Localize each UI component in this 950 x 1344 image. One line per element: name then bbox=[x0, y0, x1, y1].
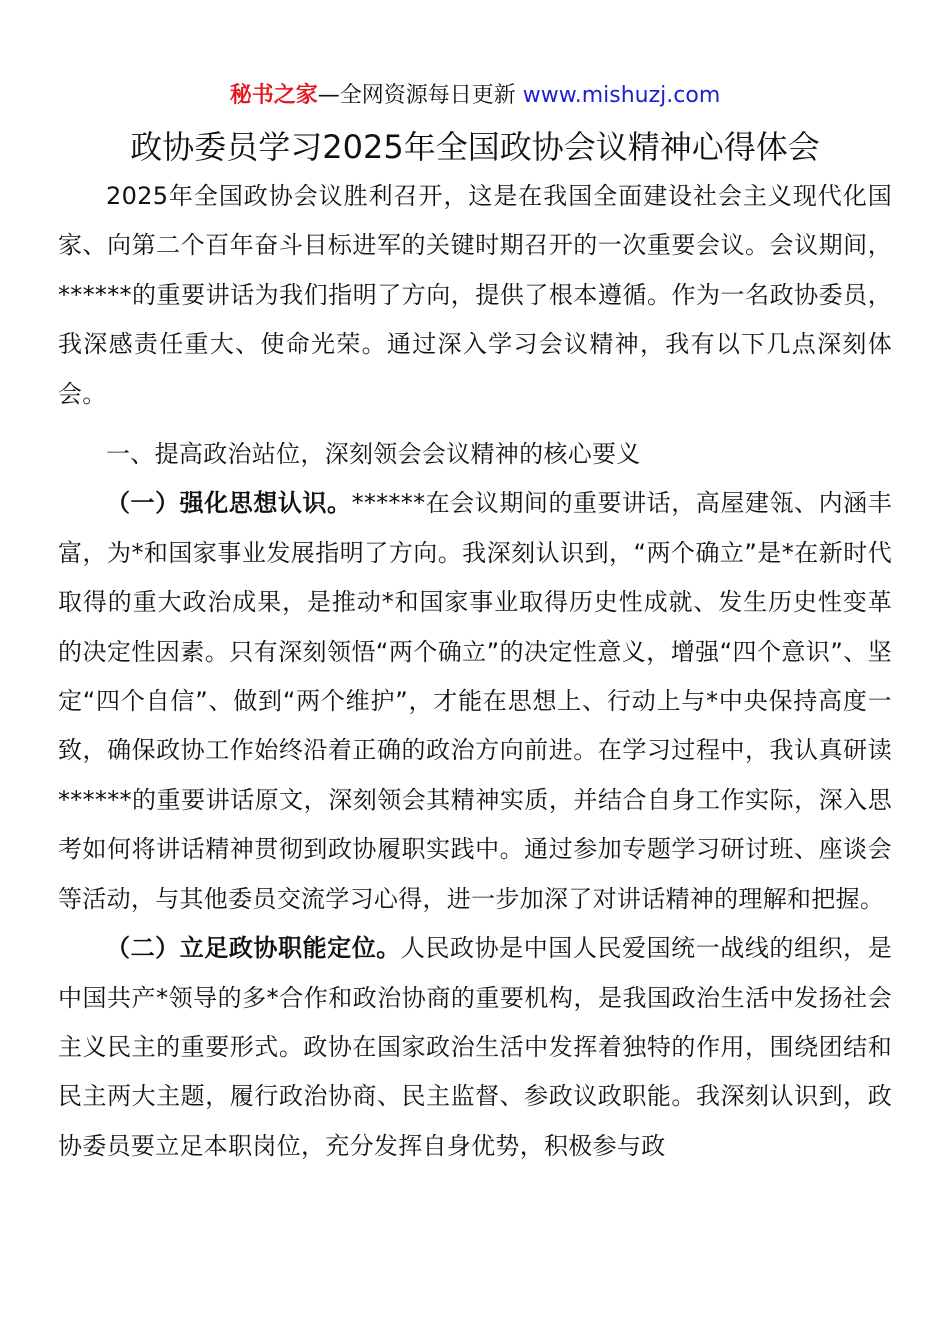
paragraph-lead: （一）强化思想认识。 bbox=[106, 489, 352, 518]
brand-name: 秘书之家 bbox=[229, 83, 318, 108]
paragraph-strengthen-thinking bbox=[58, 479, 892, 924]
document-title: 政协委员学习2025年全国政协会议精神心得体会 bbox=[130, 128, 820, 166]
document-body bbox=[58, 172, 892, 1171]
paragraph-cppcc-role bbox=[58, 924, 892, 1171]
site-header bbox=[0, 80, 950, 112]
paragraph-body: 人民政协是中国人民爱国统一战线的组织，是中国共产*领导的多*合作和政治协商的重要机构，是我国政治生活中发扬社会主义民主的重要形式。政协在国家政治生活中发挥着独特的作用，围绕团结和民主两大主题，履行政治协商、民主监督、参政议政职能。我深刻认识到，政协委员要立足本职岗位，充分发挥自身优势，积极参与政 bbox=[58, 934, 893, 1160]
paragraph-lead: （二）立足政协职能定位。 bbox=[106, 934, 401, 963]
intro-paragraph: 2025年全国政协会议胜利召开，这是在我国全面建设社会主义现代化国家、向第二个百年奋斗目标进军的关键时期召开的一次重要会议。会议期间，******的重要讲话为我们指明了方向，提供了根本遵循。作为一名政协委员，我深感责任重大、使命光荣。通过深入学习会议精神，我有以下几点深刻体会。 bbox=[58, 182, 892, 408]
paragraph-body: ******在会议期间的重要讲话，高屋建瓴、内涵丰富，为*和国家事业发展指明了方向。我深刻认识到，“两个确立”是*在新时代取得的重大政治成果，是推动*和国家事业取得历史性成就、发生历史性变革的决定性因素。只有深刻领悟“两个确立”的决定性意义，增强“四个意识”、坚定“四个自信”、做到“两个维护”，才能在思想上、行动上与*中央保持高度一致，确保政协工作始终沿着正确的政治方向前进。在学习过程中，我认真研读******的重要讲话原文，深刻领会其精神实质，并结合自身工作实际，深入思考如何将讲话精神贯彻到政协履职实践中。通过参加专题学习研讨班、座谈会等活动，与其他委员交流学习心得，进一步加深了对讲话精神的理解和把握。 bbox=[58, 489, 893, 913]
section-heading: 一、提高政治站位，深刻领会会议精神的核心要义 bbox=[106, 440, 641, 469]
site-url-link[interactable]: www.mishuzj.com bbox=[522, 83, 721, 108]
header-tagline: —全网资源每日更新 bbox=[317, 83, 523, 108]
